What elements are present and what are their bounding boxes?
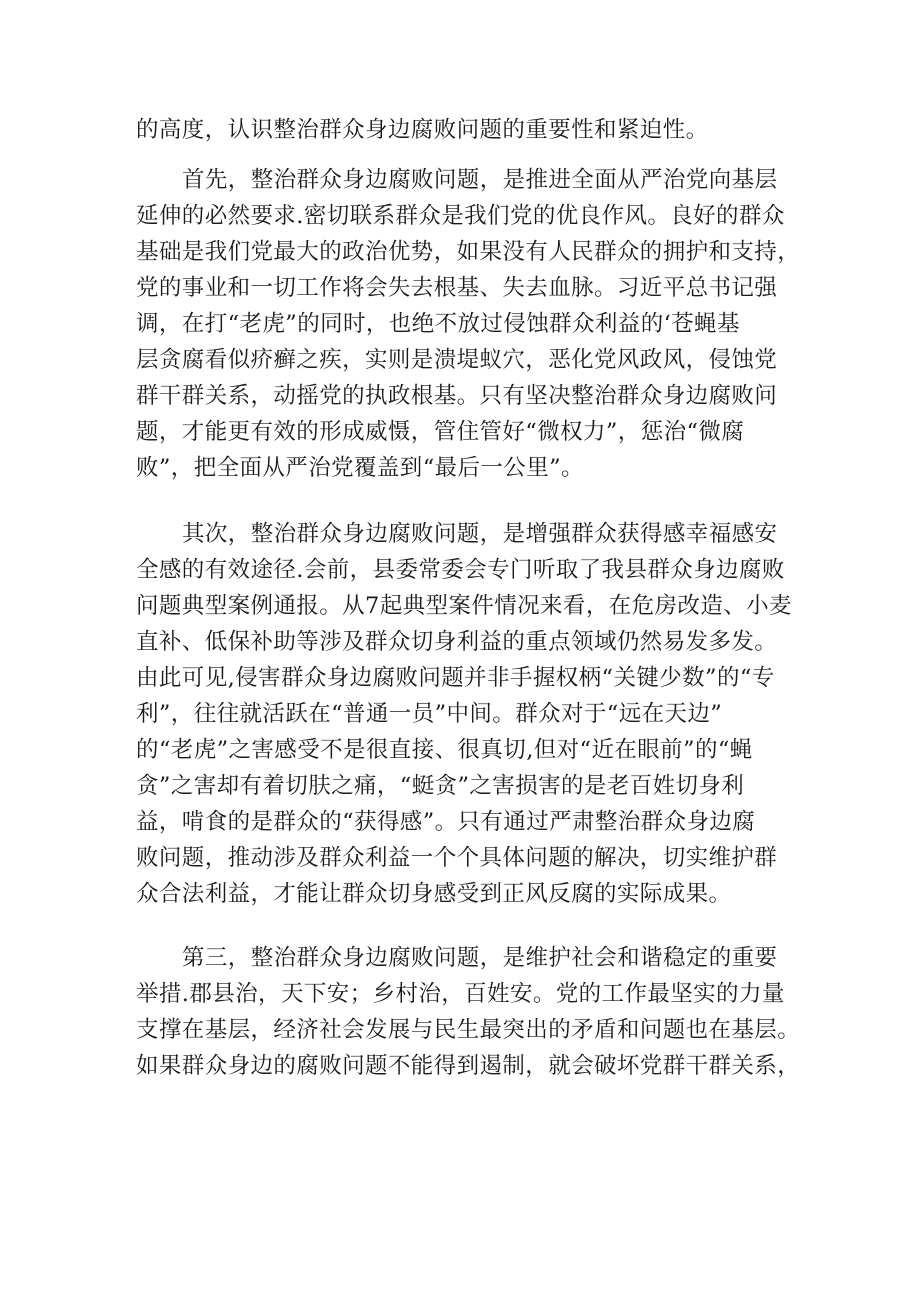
text-line: 由此可见,侵害群众身边腐败问题并非手握权柄“关键少数”的“专 (136, 665, 775, 691)
text-line: 全感的有效途径.会前，县委常委会专门听取了我县群众身边腐败 (136, 557, 785, 583)
text-line: 支撑在基层，经济社会发展与民生最突出的矛盾和问题也在基层。 (136, 1017, 801, 1043)
text-line: 的“老虎”之害感受不是很直接、很真切,但对“近在眼前”的“蝇 (136, 737, 753, 763)
text-line: 如果群众身边的腐败问题不能得到遏制，就会破坏党群干群关系， (136, 1053, 801, 1079)
text-line: 的高度，认识整治群众身边腐败问题的重要性和紧迫性。 (136, 117, 709, 143)
text-line: 利”，往往就活跃在“普通一员”中间。群众对于“远在天边” (136, 701, 723, 727)
text-line: 败”，把全面从严治党覆盖到“最后一公里”。 (136, 455, 584, 481)
text-line: 举措.郡县治，天下安；乡村治，百姓安。党的工作最坚实的力量 (136, 981, 785, 1007)
text-line: 群干群关系，动摇党的执政根基。只有坚决整治群众身边腐败问 (136, 383, 778, 409)
paragraph-first-line: 其次，整治群众身边腐败问题，是增强群众获得感幸福感安 (182, 521, 778, 547)
text-line: 层贪腐看似疥癣之疾，实则是溃堤蚁穴，恶化党风政风，侵蚀党 (136, 347, 778, 373)
text-line: 益，啃食的是群众的“获得感”。只有通过严肃整治群众身边腐 (136, 809, 756, 835)
text-line: 基础是我们党最大的政治优势，如果没有人民群众的拥护和支持， (136, 239, 801, 265)
text-line: 题，才能更有效的形成威慑，管住管好“微权力”，惩治“微腐 (136, 419, 745, 445)
text-line: 党的事业和一切工作将会失去根基、失去血脉。习近平总书记强 (136, 275, 778, 301)
text-line: 败问题，推动涉及群众利益一个个具体问题的解决，切实维护群 (136, 845, 778, 871)
paragraph-first-line: 第三，整治群众身边腐败问题，是维护社会和谐稳定的重要 (182, 945, 778, 971)
text-line: 众合法利益，才能让群众切身感受到正风反腐的实际成果。 (136, 881, 732, 907)
paragraph-first-line: 首先，整治群众身边腐败问题，是推进全面从严治党向基层 (182, 167, 778, 193)
text-line: 延伸的必然要求.密切联系群众是我们党的优良作风。良好的群众 (136, 203, 785, 229)
text-line: 问题典型案例通报。从7起典型案件情况来看，在危房改造、小麦 (136, 593, 792, 619)
text-line: 直补、低保补助等涉及群众切身利益的重点领域仍然易发多发。 (136, 629, 778, 655)
text-line: 调，在打“老虎”的同时，也绝不放过侵蚀群众利益的‘苍蝇基 (136, 311, 740, 337)
text-line: 贪”之害却有着切肤之痛，“蜓贪”之害损害的是老百姓切身利 (136, 773, 745, 799)
